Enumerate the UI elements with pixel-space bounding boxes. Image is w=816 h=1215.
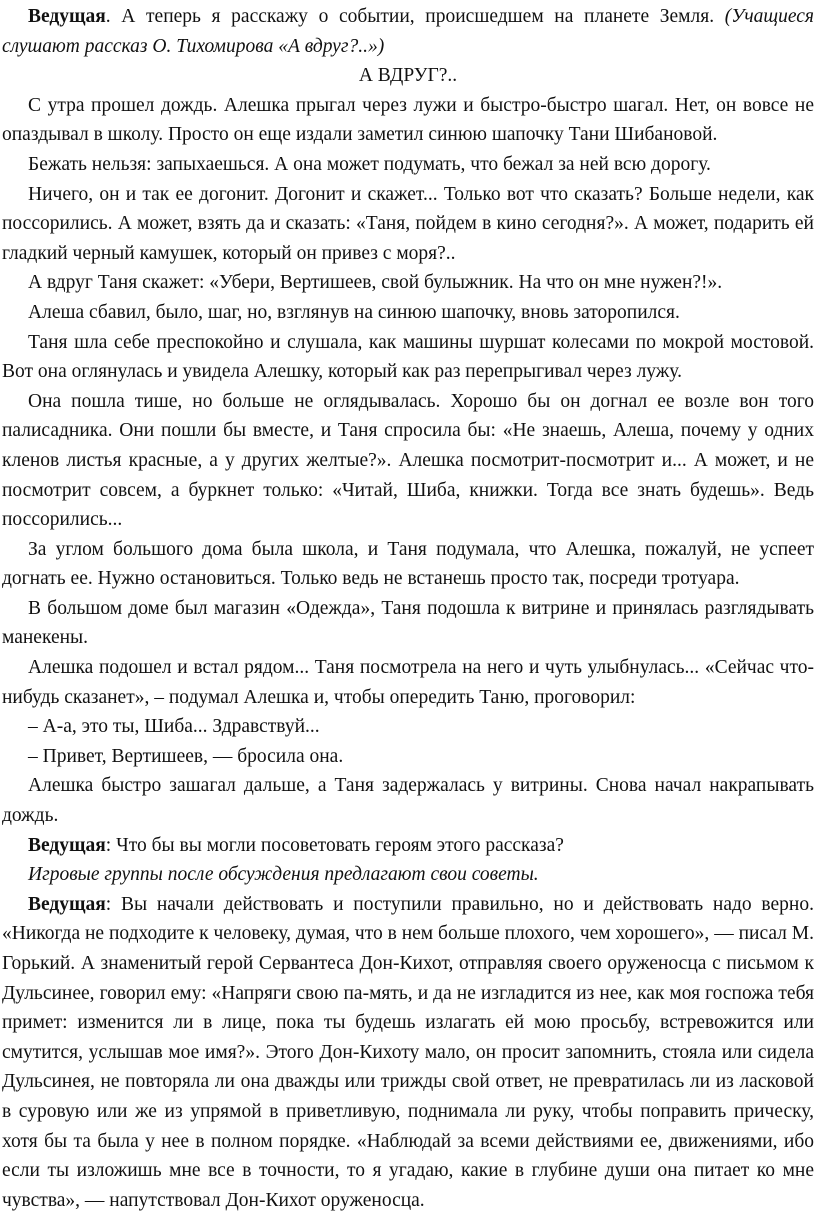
question-text: : Что бы вы могли посоветовать героям этого рассказа?	[105, 834, 564, 856]
story-paragraph: Она пошла тише, но больше не оглядывалась. Хорошо бы он догнал ее возле вон того палисадника. Они пошли бы вместе, и Таня спросила бы: «Не знаешь, Алеша, почему у одних кленов листья красные, а у других желтые?». Алешка посмотрит-посмотрит и... А может, и не посмотрит совсем, а буркнет только: «Читай, Шиба, книжки. Тогда все знать будешь». Ведь поссорились...	[2, 390, 814, 531]
final-paragraph	[2, 890, 814, 1215]
document-body	[2, 2, 814, 1215]
story-paragraph: – Привет, Вертишеев, — бросила она.	[28, 745, 344, 767]
speaker-label: Ведущая	[28, 6, 106, 27]
story-paragraph: Алешка быстро зашагал дальше, а Таня задержалась у витрины. Снова начал накрапывать дождь.	[2, 775, 814, 827]
final-text: : Вы начали действовать и поступили правильно, но и действовать надо верно. «Никогда не подходите к человеку, думая, что в нем больше плохого, чем хорошего», — писал М. Горький. А знаменитый герой Сервантеса Дон-Кихот, отправляя своего оруженосца с письмом к Дульсинее, говорил ему: «Напряги свою па-мять, и да не изгладится из нее, как моя госпожа тебя примет: изменится ли в лице, пока ты будешь излагать ей мою просьбу, встревожится или смутится, услышав мое имя?». Этого Дон-Кихоту мало, он просит запомнить, стояла или сидела Дульсинея, не повторяла ли она дважды или трижды свой ответ, не превратилась ли из ласковой в суровую или же из упрямой в приветливую, поднимала ли руку, чтобы поправить прическу, хотя бы та была у нее в полном порядке. «Наблюдай за всеми действиями ее, движениями, ибо если ты изложишь мне все в точности, то я угадаю, какие в глубине души она питает ко мне чувства», — напутствовал Дон-Кихот оруженосца.	[2, 893, 814, 1211]
groups-note: Игровые группы после обсуждения предлагают свои советы.	[28, 864, 539, 886]
intro-note: (Учащиеся слушают рассказ О. Тихомирова «А вдруг?..»)	[2, 6, 814, 57]
question-paragraph	[2, 831, 814, 861]
story-paragraph: За углом большого дома была школа, и Таня подумала, что Алешка, пожалуй, не успеет догнать ее. Нужно остановиться. Только ведь не встанешь просто так, посреди тротуара.	[2, 538, 814, 590]
story-paragraph: А вдруг Таня скажет: «Убери, Вертишеев, свой булыжник. На что он мне нужен?!».	[28, 272, 723, 294]
story-paragraph: Алеша сбавил, было, шаг, но, взглянув на синюю шапочку, вновь заторопился.	[28, 301, 680, 323]
story-paragraph: Ничего, он и так ее догонит. Догонит и скажет... Только вот что сказать? Больше недели, как поссорились. А может, взять да и сказать: «Таня, пойдем в кино сегодня?». А может, подарить ей гладкий черный камушек, который он привез с моря?..	[2, 183, 814, 264]
story-paragraph: С утра прошел дождь. Алешка прыгал через лужи и быстро-быстро шагал. Нет, он вовсе не опаздывал в школу. Просто он еще издали заметил синюю шапочку Тани Шибановой.	[2, 94, 814, 146]
story-paragraph: – А-а, это ты, Шиба... Здравствуй...	[28, 716, 320, 738]
speaker-label: Ведущая	[28, 834, 106, 856]
story-paragraph: Алешка подошел и встал рядом... Таня посмотрела на него и чуть улыбнулась... «Сейчас что-нибудь сказанет», – подумал Алешка и, чтобы опередить Таню, проговорил:	[2, 657, 814, 708]
intro-paragraph	[2, 2, 814, 61]
story-title: А ВДРУГ?..	[358, 65, 458, 87]
story-paragraph: Таня шла себе преспокойно и слушала, как машины шуршат колесами по мокрой мостовой. Вот она оглянулась и увидела Алешку, который как раз перепрыгивал через лужу.	[2, 331, 814, 383]
speaker-label: Ведущая	[28, 893, 106, 915]
story-paragraph: Бежать нельзя: запыхаешься. А она может подумать, что бежал за ней всю дорогу.	[28, 153, 711, 175]
story-paragraph: В большом доме был магазин «Одежда», Таня подошла к витрине и принялась разглядывать манекены.	[2, 597, 814, 649]
intro-text: . А теперь я расскажу о событии, происшедшем на планете Земля.	[105, 6, 715, 27]
